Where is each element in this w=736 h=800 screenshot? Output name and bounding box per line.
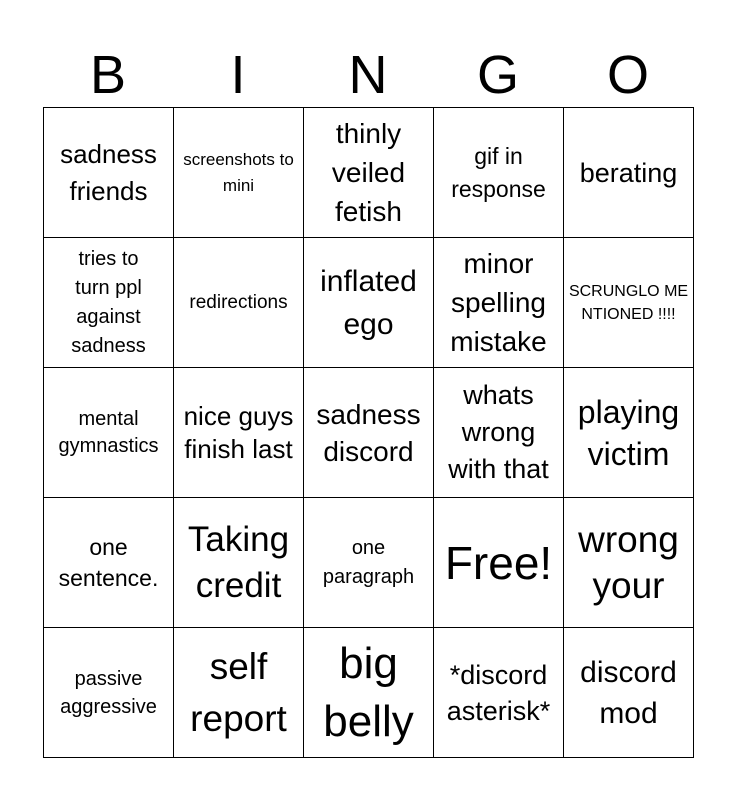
cell-label: inflated ego: [320, 264, 417, 341]
cell-label: mental gymnastics: [58, 407, 159, 457]
bingo-cell-2-2[interactable]: [174, 238, 304, 368]
bingo-cell-2-3[interactable]: [304, 238, 434, 368]
bingo-cell-1-5[interactable]: [564, 108, 694, 238]
bingo-cell-5-3[interactable]: [304, 628, 434, 758]
cell-label: berating: [579, 157, 678, 188]
bingo-cell-1-4[interactable]: [434, 108, 564, 238]
bingo-cell-4-2[interactable]: [174, 498, 304, 628]
bingo-cell-3-3[interactable]: [304, 368, 434, 498]
cell-label: discord mod: [580, 655, 677, 730]
header-letter-g: G: [476, 45, 519, 105]
cell-label: passive aggressive: [60, 667, 157, 718]
bingo-cell-4-4[interactable]: [434, 498, 564, 628]
cell-label: sadness discord: [316, 398, 421, 467]
bingo-cell-4-3[interactable]: [304, 498, 434, 628]
bingo-header: [43, 42, 693, 108]
bingo-cell-2-1[interactable]: [44, 238, 174, 368]
bingo-cell-4-5[interactable]: [564, 498, 694, 628]
cell-label: screenshots to mini: [183, 149, 294, 195]
cell-label: tries to turn ppl against sadness: [71, 247, 146, 357]
cell-label: minor spelling mistake: [450, 248, 547, 357]
bingo-cell-5-1[interactable]: [44, 628, 174, 758]
bingo-cell-2-4[interactable]: [434, 238, 564, 368]
cell-label: gif in response: [451, 142, 546, 202]
bingo-cell-2-5[interactable]: [564, 238, 694, 368]
bingo-cell-3-2[interactable]: [174, 368, 304, 498]
cell-label: thinly veiled fetish: [331, 118, 406, 227]
bingo-cell-3-5[interactable]: [564, 368, 694, 498]
header-letter-b: B: [89, 45, 127, 105]
bingo-cell-1-3[interactable]: [304, 108, 434, 238]
cell-label: Free!: [444, 536, 553, 589]
cell-label: Taking credit: [187, 519, 290, 605]
bingo-cell-4-1[interactable]: [44, 498, 174, 628]
cell-label: wrong your: [578, 518, 679, 606]
cell-label: sadness friends: [60, 138, 157, 206]
cell-label: one paragraph: [322, 536, 415, 588]
header-letter-o: O: [606, 45, 649, 105]
header-letter-n: N: [348, 45, 388, 105]
bingo-cell-5-5[interactable]: [564, 628, 694, 758]
cell-label: SCRUNGLO MENTIONED !!!!: [568, 282, 689, 323]
header-letter-i: I: [230, 45, 246, 105]
cell-label: big belly: [323, 638, 414, 746]
cell-label: nice guys finish last: [183, 400, 294, 464]
cell-label: playing victim: [577, 393, 680, 472]
cell-label: *discord asterisk*: [446, 659, 551, 726]
cell-label: one sentence.: [58, 533, 159, 591]
bingo-cell-3-1[interactable]: [44, 368, 174, 498]
bingo-cell-1-2[interactable]: [174, 108, 304, 238]
cell-label: self report: [190, 645, 287, 739]
bingo-cell-5-2[interactable]: [174, 628, 304, 758]
cell-label: redirections: [189, 291, 288, 313]
bingo-cell-3-4[interactable]: [434, 368, 564, 498]
bingo-cell-1-1[interactable]: [44, 108, 174, 238]
bingo-board: [43, 107, 694, 758]
cell-label: whats wrong with that: [448, 380, 549, 484]
bingo-cell-5-4[interactable]: [434, 628, 564, 758]
